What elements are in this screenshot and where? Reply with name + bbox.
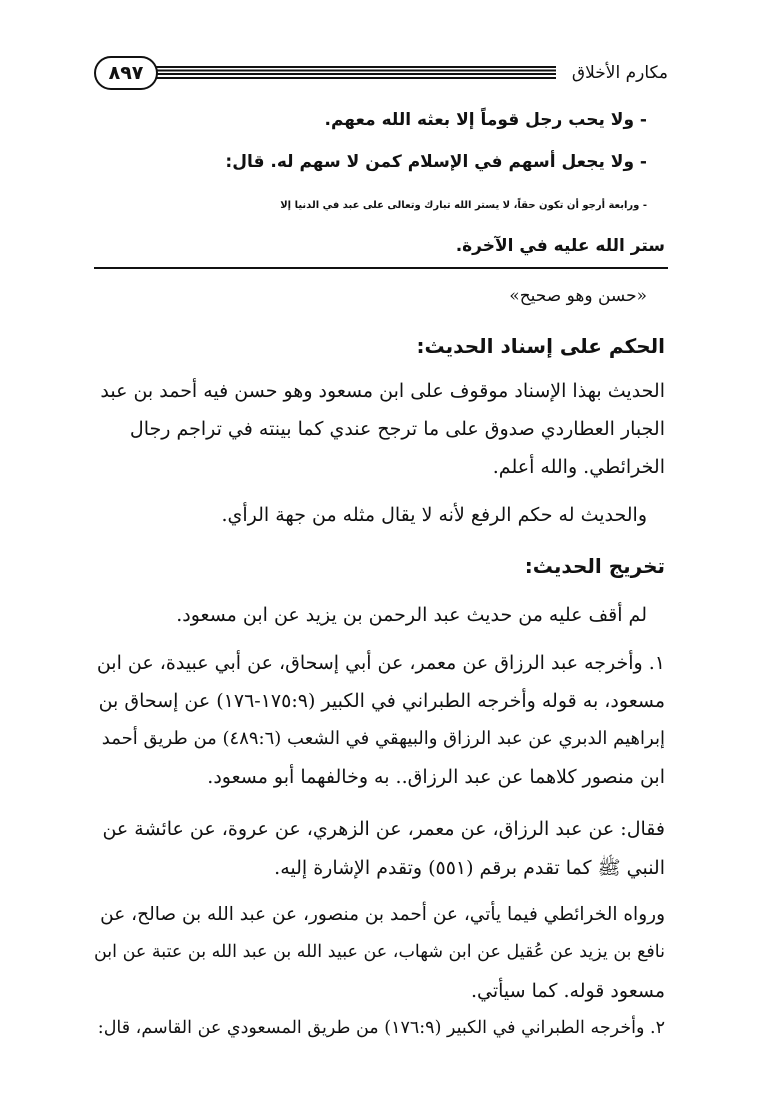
book-title: مكارم الأخلاق (571, 63, 668, 83)
paragraph-4-line-3: مسعود قوله. كما سيأتي. (470, 980, 665, 1002)
section-heading-takhrij: تخريج الحديث: (524, 554, 665, 578)
paragraph-4-line-2: نافع بن يزيد عن عُقيل عن ابن شهاب، عن عبيد الله بن عبد الله بن عتبة عن ابن (93, 942, 665, 962)
header-rule (150, 66, 556, 79)
item1-line-2: مسعود، به قوله وأخرجه الطبراني في الكبير (١٧٥:٩-١٧٦) عن إسحاق بن (98, 690, 665, 712)
isnad-paragraph-line-3: الخرائطي. والله أعلم. (492, 456, 665, 478)
takhrij-intro: لم أقف عليه من حديث عبد الرحمن بن يزيد عن ابن مسعود. (176, 604, 647, 626)
item2-line-1: ٢. وأخرجه الطبراني في الكبير (١٧٦:٩) من طريق المسعودي عن القاسم، قال: (97, 1018, 665, 1038)
paragraph-4-line-1: ورواه الخرائطي فيما يأتي، عن أحمد بن منصور، عن عبد الله بن صالح، عن (100, 904, 665, 925)
hadith-grade: «حسن وهو صحيح» (509, 286, 647, 306)
hadith-line-4: ستر الله عليه في الآخرة. (455, 236, 665, 256)
paragraph-3-line-1: فقال: عن عبد الرزاق، عن معمر، عن الزهري، عن عروة، عن عائشة عن (102, 818, 665, 840)
running-header (94, 56, 668, 96)
footnote-divider (94, 267, 668, 269)
marfu-ruling-line: والحديث له حكم الرفع لأنه لا يقال مثله من جهة الرأي. (221, 504, 647, 526)
item1-line-4: ابن منصور كلاهما عن عبد الرزاق.. به وخالفهما أبو مسعود. (207, 766, 665, 788)
page-number-badge: ٨٩٧ (94, 56, 158, 90)
hadith-line-3: - ورابعة أرجو أن تكون حقاً، لا يستر الله تبارك وتعالى على عبد في الدنيا إلا (280, 200, 647, 211)
hadith-line-1: - ولا يحب رجل قوماً إلا بعثه الله معهم. (324, 110, 647, 130)
item1-line-1: ١. وأخرجه عبد الرزاق عن معمر، عن أبي إسحاق، عن أبي عبيدة، عن ابن (96, 652, 665, 674)
hadith-line-2: - ولا يجعل أسهم في الإسلام كمن لا سهم له. قال: (225, 152, 647, 172)
isnad-paragraph-line-1: الحديث بهذا الإسناد موقوف على ابن مسعود وهو حسن فيه أحمد بن عبد (100, 380, 665, 402)
isnad-paragraph-line-2: الجبار العطاردي صدوق على ما ترجح عندي كما بينته في تراجم رجال (129, 418, 665, 440)
paragraph-3-line-2: النبي ﷺ كما تقدم برقم (٥٥١) وتقدم الإشارة إليه. (274, 857, 665, 879)
section-heading-isnad: الحكم على إسناد الحديث: (416, 334, 665, 358)
item1-line-3: إبراهيم الدبري عن عبد الرزاق والبيهقي في الشعب (٤٨٩:٦) من طريق أحمد (101, 728, 665, 749)
